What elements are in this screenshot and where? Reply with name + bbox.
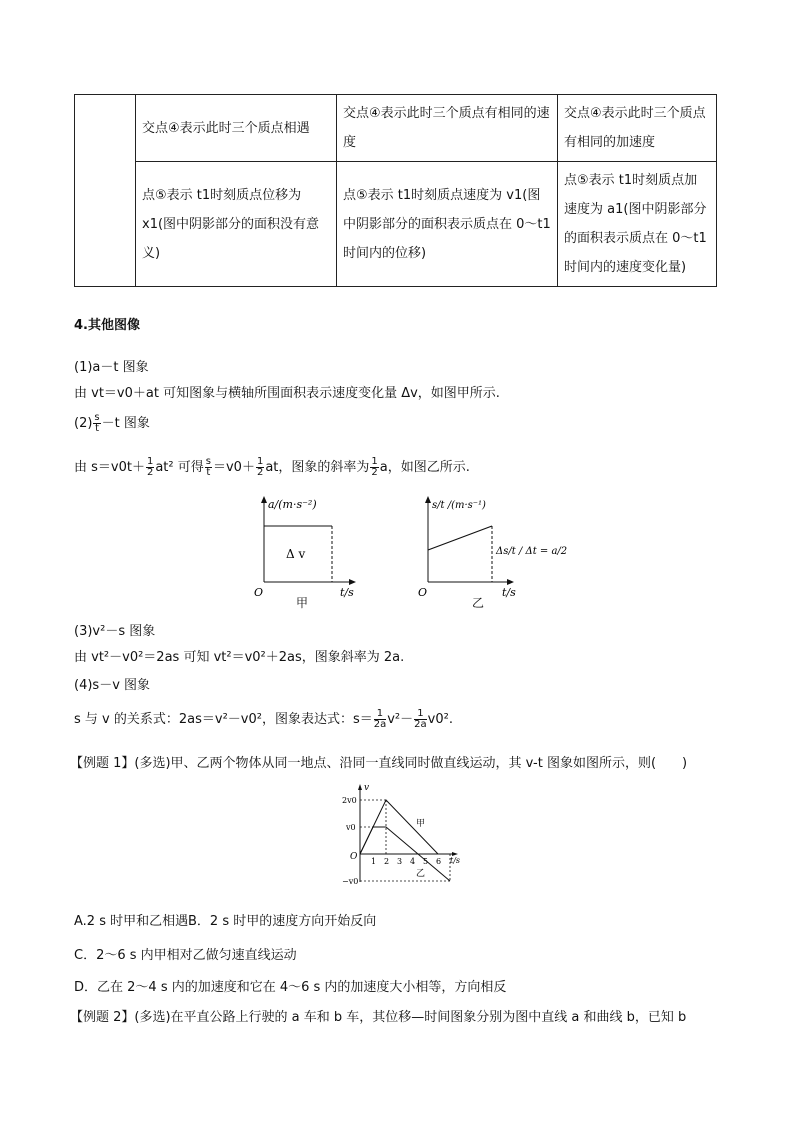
table-cell: 交点④表示此时三个质点有相同的加速度 [558,95,717,162]
option-c: C．2～6 s 内甲相对乙做匀速直线运动 [74,948,297,963]
item4-title: (4)s－v 图象 [74,678,151,693]
option-a: A.2 s 时甲和乙相遇 [74,914,189,929]
item3-text: 由 vt²－v0²＝2as 可知 vt²＝v0²＋2as，图象斜率为 2a. [74,650,405,665]
example2-stem: 【例题 2】(多选)在平直公路上行驶的 a 车和 b 车，其位移—时间图象分别为图中直线 a 和曲线 b，已知 b [70,1010,687,1025]
origin-label: O [254,586,264,599]
section-heading: 4.其他图像 [74,318,140,333]
x-arrow [507,579,514,585]
figure-yi [408,494,568,610]
x-axis-label: t/s [340,586,354,599]
option-d: D．乙在 2～4 s 内的加速度和它在 4～6 s 内的加速度大小相等，方向相反 [74,980,507,995]
item2-title: (2) $\frac{s}{t}$ －t 图象 [74,412,150,434]
table-cell: 点⑤表示 t1时刻质点位移为x1(图中阴影部分的面积没有意义) [136,162,337,287]
caption-yi: 乙 [472,596,485,610]
ytick-2v0: 2v0 [342,796,357,805]
table-cell: 点⑤表示 t1时刻质点速度为 v1(图中阴影部分的面积表示质点在 0～t1时间内的位移) [337,162,558,287]
figure-jia [240,494,360,610]
table-cell: 交点④表示此时三个质点有相同的速度 [337,95,558,162]
item1-title: (1)a－t 图象 [74,360,149,375]
xtick-2: 2 [384,857,390,866]
xtick-1: 1 [371,857,377,866]
x-axis-label: t/s [502,586,516,599]
y-arrow [261,496,267,503]
comparison-table [74,94,717,287]
sline [428,526,492,550]
ytick-neg-v0: −v0 [342,877,359,886]
xtick-5: 5 [423,857,429,866]
item2-text: 由 s＝v0t＋ $\frac{1}{2}$ at² 可得 $\frac{s}{t}$ ＝v0＋ $\frac{1}{2}$ at，图象的斜率为 $\frac{1}{2}$ a，如图乙所示. [74,456,470,478]
t-axis-label: t/s [450,856,461,865]
y-axis-label: s/t /(m·s⁻¹) [432,500,486,511]
xtick-3: 3 [397,857,403,866]
table-row [75,162,717,287]
table-cell-empty [75,95,136,287]
table-cell: 点⑤表示 t1时刻质点加速度为 a1(图中阴影部分的面积表示质点在 0～t1时间内的速度变化量) [558,162,717,287]
v-axis-label: v [364,783,370,793]
table-cell: 交点④表示此时三个质点相遇 [136,95,337,162]
v-arrow [358,784,362,790]
y-axis-label: a/(m·s⁻²) [268,498,317,511]
xtick-4: 4 [410,857,416,866]
area-label: Δ v [286,547,306,561]
origin-label: O [418,586,428,599]
option-b: B．2 s 时甲的速度方向开始反向 [188,914,377,929]
x-arrow [349,579,356,585]
vt-chart [340,782,470,890]
y-arrow [425,496,431,503]
item1-text: 由 vt＝v0＋at 可知图象与横轴所围面积表示速度变化量 Δv，如图甲所示. [74,386,500,401]
caption-jia: 甲 [296,596,309,610]
table-row [75,95,717,162]
item3-title: (3)v²－s 图象 [74,624,156,639]
item4-text: s 与 v 的关系式：2as＝v²－v0²，图象表达式：s＝ $\frac{1}{2a}$ v²－ $\frac{1}{2a}$ v0². [74,708,453,730]
example1-stem: 【例题 1】(多选)甲、乙两个物体从同一地点、沿同一直线同时做直线运动，其 v-t 图象如图所示，则( ) [70,756,688,771]
ytick-v0: v0 [346,823,356,832]
xtick-6: 6 [436,857,442,866]
label-jia: 甲 [416,819,426,829]
series-jia [360,800,438,854]
slope-label: Δs/t / Δt = a/2 [496,546,568,557]
label-yi: 乙 [416,869,426,879]
origin-label: O [350,852,358,862]
